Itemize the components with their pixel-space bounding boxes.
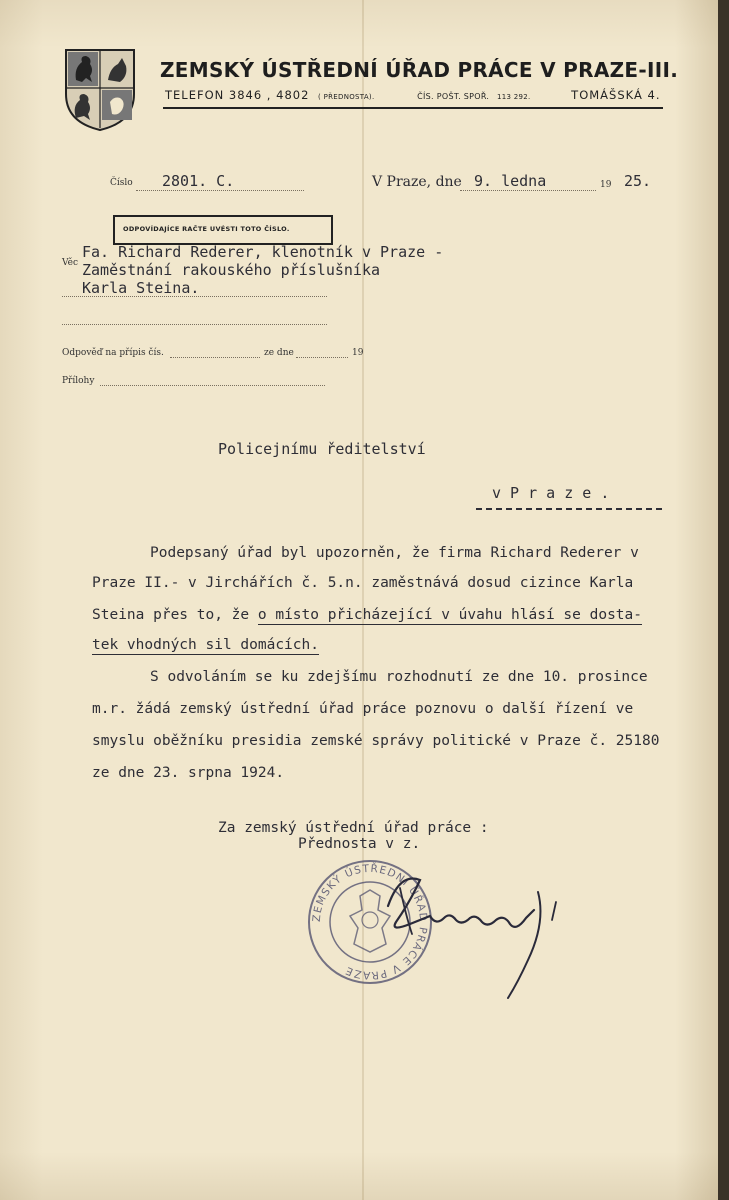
city-date-label: V Praze, dne (372, 174, 462, 190)
body-p2-line-3: smyslu oběžníku presidia zemské správy politické v Praze č. 25180 (92, 733, 660, 749)
recipient-underline (476, 508, 662, 510)
date-dotted-line (460, 190, 596, 191)
attachments-dotted-line (100, 385, 325, 386)
subject-line-3: Karla Steina. (82, 279, 200, 297)
subject-line-2: Zaměstnání rakouského příslušníka (82, 261, 381, 279)
postal-savings: ČÍS. POŠT. SPOŘ. (417, 92, 490, 101)
body-p1-line-4 (92, 630, 319, 660)
body-p2-line-1: S odvoláním se ku zdejšímu rozhodnutí ze dne 10. prosince (150, 669, 648, 685)
reply-year-label: 19 (352, 348, 364, 358)
recipient-line-1: Policejnímu ředitelství (218, 440, 426, 458)
reply-to-dotted-line (170, 357, 260, 358)
body-p1-line-1: Podepsaný úřad byl upozorněn, že firma Richard Rederer v (150, 545, 639, 561)
reply-reference-box (113, 215, 333, 245)
body-p2-line-4: ze dne 23. srpna 1924. (92, 765, 285, 781)
letter-year: 25. (624, 172, 652, 190)
subject-dotted-line-1 (62, 296, 327, 297)
body-p1-line-2: Praze II.- v Jirchářích č. 5.n. zaměstnává dosud cizince Karla (92, 575, 634, 591)
body-p1-line-3-start: Steina přes to, že (92, 607, 250, 623)
recipient-line-2: v P r a z e . (492, 484, 610, 502)
telephone-note: ( PŘEDNOSTA). (318, 93, 375, 101)
reply-instruction: ODPOVÍDAJÍCE RAČTE UVÉSTI TOTO ČÍSLO. (123, 225, 290, 233)
subject-line-1: Fa. Richard Rederer, klenotník v Praze - (82, 243, 444, 261)
telephone: TELEFON 3846 , 4802 (165, 88, 310, 102)
body-underlined-text-2: tek vhodných sil domácích. (92, 637, 319, 653)
signature (370, 862, 570, 1006)
subject-dotted-line-2 (62, 324, 327, 325)
attachments-label: Přílohy (62, 376, 95, 386)
coat-of-arms-icon (62, 44, 138, 136)
reply-to-label: Odpověď na přípis čís. (62, 348, 164, 358)
letter-number: 2801. C. (162, 172, 235, 190)
reply-date-label: ze dne (264, 348, 294, 358)
body-p2-line-2: m.r. žádá zemský ústřední úřad práce poznovu o další řízení ve (92, 701, 634, 717)
header-contacts (165, 88, 660, 102)
postal-savings-number: 113 292. (496, 93, 531, 101)
subject-label: Věc (62, 258, 79, 268)
number-label: Číslo (110, 178, 133, 188)
office-name: ZEMSKÝ ÚSTŘEDNÍ ÚŘAD PRÁCE V PRAZE-III. (160, 58, 679, 82)
letterhead-rule (163, 107, 663, 109)
reply-date-dotted-line (296, 357, 348, 358)
body-underlined-text-1: o místo přicházející v úvahu hlásí se dosta- (257, 607, 642, 623)
address: TOMÁŠSKÁ 4. (571, 88, 661, 102)
stamp-text: ZEMSKÝ ÚSTŘEDNÍ ÚŘAD PRÁCE V PRAZE (310, 862, 430, 982)
year-prefix: 19 (600, 180, 612, 190)
body-p1-line-3 (92, 600, 642, 630)
letter-date: 9. ledna (474, 172, 547, 190)
number-dotted-line (136, 190, 304, 191)
closing-line-1: Za zemský ústřední úřad práce : (218, 820, 489, 836)
closing-line-2: Přednosta v z. (298, 836, 421, 852)
